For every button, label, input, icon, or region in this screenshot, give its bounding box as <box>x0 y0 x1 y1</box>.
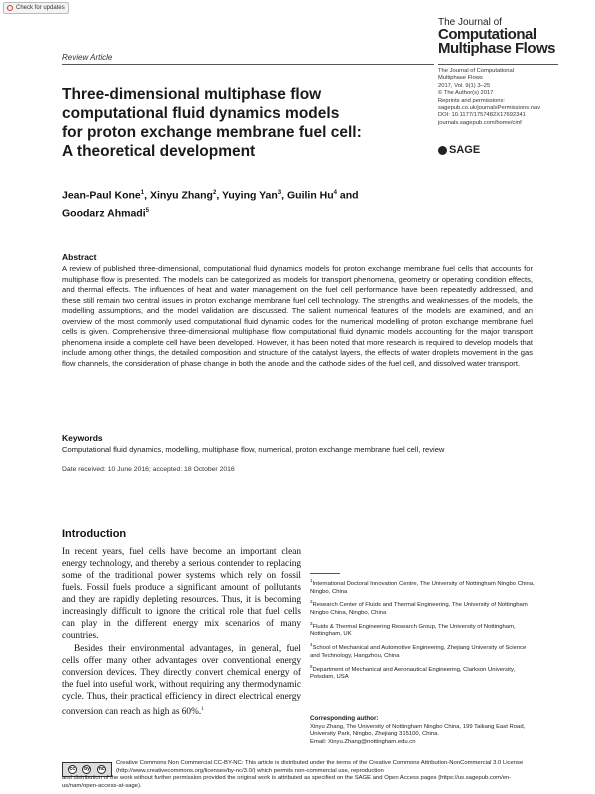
article-type: Review Article <box>62 53 113 62</box>
affiliation-mark: 3 <box>310 620 313 626</box>
sage-logo <box>438 144 480 156</box>
author-name: Goodarz Ahmadi <box>62 207 146 219</box>
nc-icon: nc <box>98 766 105 772</box>
affiliation-item <box>310 577 535 596</box>
author-affiliation-mark: 2 <box>212 190 217 196</box>
introduction-paragraph-2 <box>62 643 301 718</box>
author-separator: , <box>216 189 222 202</box>
header-rule <box>62 64 434 65</box>
author-separator: , <box>144 189 150 202</box>
abstract-text: A review of published three-dimensional, computational fluid dynamics models for proton exchange membrane fuel cells that accounts for multiphase flow is presented. The models can be categorized as models for transport phenomena, geometry or operating condition effects, and thermal effects. The influences of heat and water management on the fuel cell performance have been repeatedly addressed, and these still remain two central issues in proton exchange membrane fuel cell technology. The strengths and weaknesses of the models, the modelling assumptions, and the model validation are discussed. The salient numerical features of the models are examined, and an overview of the most commonly used computational fluid dynamic codes for the numerical modelling of proton exchange membrane fuel cells is given. Comprehensive three-dimensional multiphase flow computational fluid dynamic models accounting for the major transport phenomena inside a complete cell have been developed. However, it has been noted that more research is required to develop models that include among other things, the detailed composition and structure of the catalyst layers, the effects of water droplets movement in the gas flow channels, the consideration of phase change in both the anode and the cathode sides of the fuel cell, and dissolved water transport. <box>62 264 533 368</box>
journal-home-link[interactable]: journals.sagepub.com/home/cmf <box>438 119 522 126</box>
affiliation-text: School of Mechanical and Automotive Engineering, Zhejiang University of Science and Technology, Hangzhou, China <box>310 645 527 659</box>
affiliation-rule <box>310 573 340 574</box>
cc-icon: cc <box>69 766 76 772</box>
author-affiliation-mark: 4 <box>333 190 337 196</box>
check-for-updates-button[interactable] <box>3 2 69 14</box>
author-list <box>62 186 412 221</box>
journal-info-line: Reprints and permissions: <box>438 97 506 104</box>
journal-brand <box>438 18 568 56</box>
introduction-body <box>62 546 301 718</box>
author-affiliation-mark: 3 <box>277 190 282 196</box>
corresponding-author-email[interactable]: Email: Xinyu.Zhang@nottingham.edu.cn <box>310 739 416 746</box>
abstract-heading: Abstract <box>62 252 97 262</box>
author-affiliation-mark: 1 <box>140 190 145 196</box>
author-name: Xinyu Zhang <box>149 189 213 202</box>
by-icon: by <box>84 766 90 772</box>
citation-mark[interactable]: 1 <box>201 706 204 712</box>
affiliation-text: International Doctoral Innovation Centre, The University of Nottingham Ningbo China, Ningbo, China <box>310 580 535 595</box>
author-separator: , <box>281 189 287 202</box>
corresponding-author <box>310 715 540 747</box>
affiliation-list <box>310 577 535 684</box>
introduction-paragraph-2-text: Besides their environmental advantages, in general, fuel cells offer many other advantages over conventional energy conversion devices. They directly convert chemical energy of the fuel into useful work, without requiring any thermodynamic cycle. Thus, their practical efficiency in direct electrical energy conversion can reach as high as 60%. <box>62 644 301 718</box>
affiliation-mark: 2 <box>310 599 313 605</box>
author-name: Jean-Paul Kone <box>62 189 141 202</box>
update-icon <box>7 5 13 11</box>
corresponding-author-heading: Corresponding author: <box>310 715 379 722</box>
introduction-heading: Introduction <box>62 528 127 540</box>
introduction-paragraph-1: In recent years, fuel cells have become an important clean energy technology, and thereby a serious contender to replacing some of the traditional power systems which rely on fossil fuels. Fossil fuels produce a significant amount of pollutants and they are rapidly depleting resources. Thus, it is becoming increasingly difficult to ignore the critical role that fuel cells can play in the different energy mix scenarios of many countries. <box>62 547 301 641</box>
keywords-heading: Keywords <box>62 433 103 443</box>
license-notice <box>62 760 537 792</box>
journal-name-line2: Computational <box>438 26 537 43</box>
abstract-section <box>62 252 533 369</box>
affiliation-text: Fluids & Thermal Engineering Research Group, The University of Nottingham, Nottingham, UK <box>310 623 516 638</box>
journal-info-line: © The Author(s) 2017 <box>438 90 494 97</box>
license-text-first: Creative Commons Non Commercial CC-BY-NC: This article is distributed under the terms of the Creative Commons Attribution-NonCommercial 3.0 License (http://www.creativecommons.org/licenses/by-nc/3.0/) which permits non-commercial use, reproduction <box>116 760 524 774</box>
sage-logo-icon <box>438 146 447 155</box>
keywords-section <box>62 433 533 455</box>
author-affiliation-mark: 5 <box>145 207 149 214</box>
corresponding-author-address: Xinyu Zhang, The University of Nottingham Ningbo China, 199 Taikang East Road, University Park, Ningbo, Zhejiang 315100, China. <box>310 723 526 738</box>
journal-name-line3: Multiphase Flows <box>438 40 556 57</box>
license-text-rest: and distribution of the work without further permission provided the original work is attributed as specified on the SAGE and Open Access pages (https://us.sagepub.com/en-us/nam/open-access-at-sage). <box>62 775 512 789</box>
license-text <box>62 760 537 792</box>
sage-logo-text: SAGE <box>449 144 481 156</box>
article-title: Three-dimensional multiphase flow computational fluid dynamics models for proton exchange membrane fuel cell: A theoretical development <box>62 86 362 160</box>
journal-info-line: The Journal of Computational <box>438 68 515 74</box>
affiliation-mark: 5 <box>310 663 313 669</box>
brand-rule <box>438 64 558 65</box>
affiliation-mark: 1 <box>310 578 313 583</box>
journal-info <box>438 68 568 127</box>
journal-info-line: Multiphase Flows <box>438 75 483 82</box>
check-for-updates-label: Check for updates <box>16 5 65 11</box>
affiliation-text: Department of Mechanical and Aeronautical Engineering, Clarkson University, Potsdam, USA <box>310 666 516 681</box>
affiliation-item <box>310 620 535 639</box>
journal-name-line1: The Journal of <box>438 17 502 28</box>
affiliation-item <box>310 663 535 682</box>
affiliation-item <box>310 598 535 617</box>
author-name: Guilin Hu <box>286 189 334 202</box>
affiliation-mark: 4 <box>310 642 313 648</box>
journal-info-line: 2017, Vol. 9(1) 3–25 <box>438 82 491 89</box>
journal-permissions-link[interactable]: sagepub.co.uk/journalsPermissions.nav <box>438 105 541 112</box>
received-accepted-dates: Date received: 10 June 2016; accepted: 18 October 2016 <box>62 466 235 473</box>
keywords-text: Computational fluid dynamics, modelling, multiphase flow, numerical, proton exchange membrane fuel cell, review <box>62 445 445 454</box>
affiliation-item <box>310 641 535 660</box>
journal-doi[interactable]: DOI: 10.1177/1757482X17692341 <box>438 112 526 119</box>
affiliation-text: Research Center of Fluids and Thermal Engineering, The University of Nottingham Ningbo China, Ningbo, China <box>310 602 528 617</box>
author-name: Yuying Yan <box>221 189 278 202</box>
author-separator: and <box>337 189 359 202</box>
